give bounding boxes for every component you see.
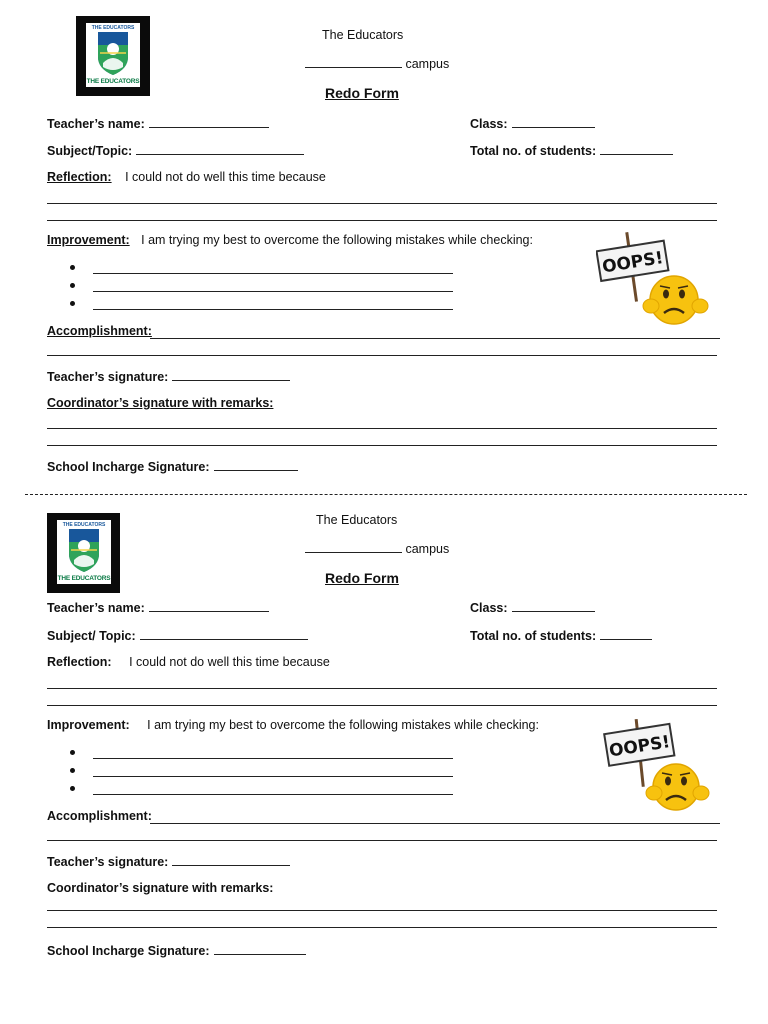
coordinator-line-2[interactable] bbox=[47, 445, 717, 446]
accomplishment-line-1[interactable] bbox=[150, 823, 720, 824]
campus-blank[interactable] bbox=[305, 541, 402, 553]
oops-sad-face-icon bbox=[598, 711, 722, 815]
teacher-signature-field[interactable] bbox=[47, 369, 290, 384]
bullet-icon bbox=[70, 768, 75, 773]
bullet-icon bbox=[70, 750, 75, 755]
accomplishment-line-2[interactable] bbox=[47, 840, 717, 841]
incharge-signature-label: School Incharge Signature: bbox=[47, 944, 210, 958]
reflection-row bbox=[47, 170, 326, 184]
org-name: The Educators bbox=[316, 513, 398, 527]
total-students-blank[interactable] bbox=[600, 628, 652, 640]
coordinator-line-1[interactable] bbox=[47, 910, 717, 911]
teacher-signature-field[interactable] bbox=[47, 854, 290, 869]
campus-field[interactable] bbox=[305, 56, 449, 71]
bullet-icon bbox=[70, 786, 75, 791]
accomplishment-label: Accomplishment: bbox=[47, 324, 152, 338]
reflection-line-2[interactable] bbox=[47, 705, 717, 706]
logo-top-text: THE EDUCATORS bbox=[62, 522, 106, 528]
teacher-name-blank[interactable] bbox=[149, 116, 269, 128]
reflection-label: Reflection: bbox=[47, 655, 112, 669]
school-logo bbox=[76, 16, 150, 96]
form-title: Redo Form bbox=[325, 570, 399, 586]
reflection-text: I could not do well this time because bbox=[125, 170, 326, 184]
accomplishment-line-2[interactable] bbox=[47, 355, 717, 356]
oops-text: OOPS! bbox=[607, 732, 672, 762]
total-students-field[interactable] bbox=[470, 628, 652, 643]
improvement-row bbox=[47, 233, 533, 247]
class-label: Class: bbox=[470, 117, 508, 131]
class-field[interactable] bbox=[470, 116, 595, 131]
accomplishment-line-1[interactable] bbox=[150, 338, 720, 339]
reflection-line-1[interactable] bbox=[47, 688, 717, 689]
oops-sad-face-icon bbox=[596, 226, 720, 330]
improvement-label: Improvement: bbox=[47, 718, 130, 732]
coordinator-line-2[interactable] bbox=[47, 927, 717, 928]
subject-blank[interactable] bbox=[140, 628, 308, 640]
bullet-icon bbox=[70, 301, 75, 306]
teacher-signature-blank[interactable] bbox=[172, 369, 290, 381]
class-field[interactable] bbox=[470, 600, 595, 615]
teacher-name-label: Teacher’s name: bbox=[47, 117, 145, 131]
form-title: Redo Form bbox=[325, 85, 399, 101]
logo-top-text: THE EDUCATORS bbox=[91, 25, 135, 31]
incharge-signature-field[interactable] bbox=[47, 943, 306, 958]
improvement-row bbox=[47, 718, 539, 732]
reflection-line-2[interactable] bbox=[47, 220, 717, 221]
improvement-label: Improvement: bbox=[47, 233, 130, 247]
teacher-name-field[interactable] bbox=[47, 116, 269, 131]
mistake-line-1[interactable] bbox=[93, 273, 453, 274]
accomplishment-label: Accomplishment: bbox=[47, 809, 152, 823]
reflection-row bbox=[47, 655, 330, 669]
improvement-text: I am trying my best to overcome the following mistakes while checking: bbox=[147, 718, 539, 732]
subject-blank[interactable] bbox=[136, 143, 304, 155]
subject-field[interactable] bbox=[47, 628, 308, 643]
coordinator-label: Coordinator’s signature with remarks: bbox=[47, 396, 274, 410]
teacher-name-label: Teacher’s name: bbox=[47, 601, 145, 615]
campus-blank[interactable] bbox=[305, 56, 402, 68]
incharge-signature-label: School Incharge Signature: bbox=[47, 460, 210, 474]
campus-label: campus bbox=[405, 542, 450, 556]
class-blank[interactable] bbox=[512, 600, 595, 612]
teacher-signature-label: Teacher’s signature: bbox=[47, 370, 169, 384]
teacher-name-field[interactable] bbox=[47, 600, 269, 615]
incharge-signature-blank[interactable] bbox=[214, 459, 298, 471]
bullet-icon bbox=[70, 283, 75, 288]
campus-label: campus bbox=[405, 57, 450, 71]
oops-text: OOPS! bbox=[600, 248, 665, 278]
class-blank[interactable] bbox=[512, 116, 595, 128]
subject-label: Subject/Topic: bbox=[47, 144, 133, 158]
class-label: Class: bbox=[470, 601, 508, 615]
campus-field[interactable] bbox=[305, 541, 449, 556]
mistake-line-3[interactable] bbox=[93, 794, 453, 795]
total-students-field[interactable] bbox=[470, 143, 673, 158]
subject-field[interactable] bbox=[47, 143, 304, 158]
school-logo bbox=[47, 513, 120, 593]
coordinator-line-1[interactable] bbox=[47, 428, 717, 429]
coordinator-label: Coordinator’s signature with remarks: bbox=[47, 881, 274, 895]
reflection-line-1[interactable] bbox=[47, 203, 717, 204]
teacher-name-blank[interactable] bbox=[149, 600, 269, 612]
logo-bottom-text: THE EDUCATORS bbox=[86, 78, 140, 85]
teacher-signature-blank[interactable] bbox=[172, 854, 290, 866]
total-students-label: Total no. of students: bbox=[470, 629, 597, 643]
logo-bottom-text: THE EDUCATORS bbox=[57, 575, 111, 582]
bullet-icon bbox=[70, 265, 75, 270]
org-name: The Educators bbox=[322, 28, 404, 42]
reflection-text: I could not do well this time because bbox=[129, 655, 330, 669]
mistake-line-1[interactable] bbox=[93, 758, 453, 759]
incharge-signature-blank[interactable] bbox=[214, 943, 306, 955]
mistake-line-3[interactable] bbox=[93, 309, 453, 310]
incharge-signature-field[interactable] bbox=[47, 459, 298, 474]
mistake-line-2[interactable] bbox=[93, 291, 453, 292]
cut-line bbox=[25, 494, 747, 495]
total-students-blank[interactable] bbox=[600, 143, 673, 155]
mistake-line-2[interactable] bbox=[93, 776, 453, 777]
teacher-signature-label: Teacher’s signature: bbox=[47, 855, 169, 869]
total-students-label: Total no. of students: bbox=[470, 144, 597, 158]
subject-label: Subject/ Topic: bbox=[47, 629, 136, 643]
improvement-text: I am trying my best to overcome the following mistakes while checking: bbox=[141, 233, 533, 247]
reflection-label: Reflection: bbox=[47, 170, 112, 184]
